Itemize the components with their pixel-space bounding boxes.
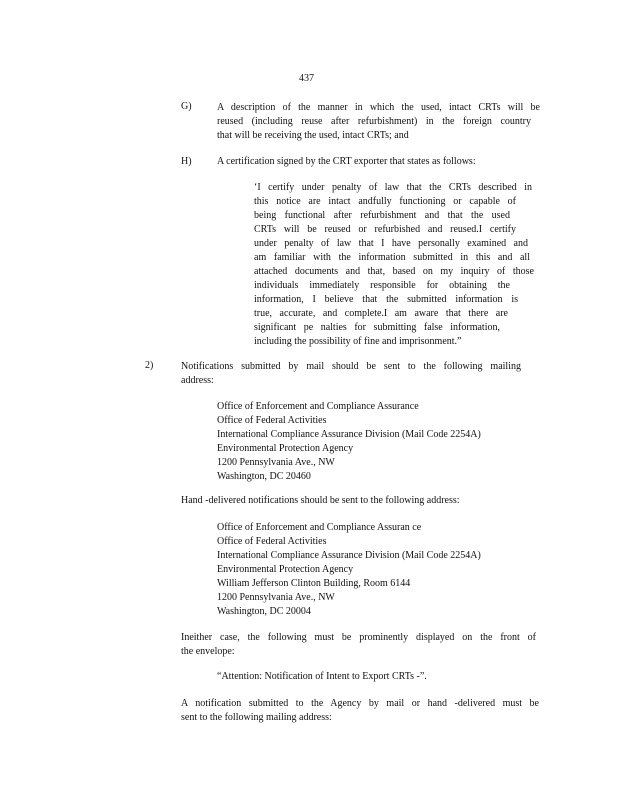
either-case-line: the envelope:: [181, 646, 235, 657]
item-h-label: H): [181, 156, 192, 167]
address-line: Washington, DC 20460: [217, 471, 311, 482]
quote-line: significant pe nalties for submitting false information,: [254, 322, 500, 333]
quote-line: individuals immediately responsible for obtaining the: [254, 280, 510, 291]
agency-notification-line: sent to the following mailing address:: [181, 712, 332, 723]
address-line: 1200 Pennsylvania Ave., NW: [217, 457, 335, 468]
item-2-label: 2): [145, 360, 154, 371]
quote-line: including the possibility of fine and imprisonment.”: [254, 336, 462, 347]
item-2-line: address:: [181, 375, 214, 386]
either-case-text: [181, 631, 536, 659]
quote-line: attached documents and that, based on my inquiry of those: [254, 266, 534, 277]
attention-line: “Attention: Notification of Intent to Export CRTs -”.: [217, 671, 427, 682]
certification-quote: [254, 181, 532, 349]
item-g-line: reused (including reuse after refurbishment) in the foreign country: [217, 116, 531, 127]
mailing-address: [217, 400, 481, 484]
quote-line: information, I believe that the submitted information is: [254, 294, 518, 305]
quote-line: being functional after refurbishment and that the used: [254, 210, 510, 221]
item-2-line: Notifications submitted by mail should be sent to the following mailing: [181, 361, 521, 372]
item-2-text: [181, 360, 521, 388]
item-h-intro: A certification signed by the CRT exporter that states as follows:: [217, 156, 476, 167]
quote-line: this notice are intact andfully functioning or capable of: [254, 196, 516, 207]
agency-notification-text: [181, 697, 539, 725]
address-line: 1200 Pennsylvania Ave., NW: [217, 592, 335, 603]
page-number: 437: [299, 73, 314, 84]
quote-line: under penalty of law that I have personally examined and: [254, 238, 528, 249]
item-g-line: that will be receiving the used, intact CRTs; and: [217, 130, 409, 141]
hand-delivery-address: [217, 521, 481, 619]
address-line: Environmental Protection Agency: [217, 443, 354, 454]
quote-line: am familiar with the information submitted in this and all: [254, 252, 530, 263]
quote-line: true, accurate, and complete.I am aware that there are: [254, 308, 508, 319]
hand-delivered-intro: Hand -delivered notifications should be sent to the following address:: [181, 495, 460, 506]
item-g-text: [217, 101, 540, 143]
address-line: Washington, DC 20004: [217, 606, 311, 617]
address-line: Office of Federal Activities: [217, 415, 327, 426]
item-g-line: A description of the manner in which the used, intact CRTs will be: [217, 102, 540, 113]
address-line: Office of Enforcement and Compliance Assuran ce: [217, 522, 422, 533]
address-line: Office of Enforcement and Compliance Assurance: [217, 401, 419, 412]
quote-line: CRTs will be reused or refurbished and reused.I certify: [254, 224, 516, 235]
quote-line: ‘I certify under penalty of law that the CRTs described in: [254, 182, 532, 193]
address-line: William Jefferson Clinton Building, Room 6144: [217, 578, 411, 589]
address-line: Office of Federal Activities: [217, 536, 327, 547]
address-line: Environmental Protection Agency: [217, 564, 354, 575]
either-case-line: Ineither case, the following must be prominently displayed on the front of: [181, 632, 536, 643]
address-line: International Compliance Assurance Division (Mail Code 2254A): [217, 429, 481, 440]
agency-notification-line: A notification submitted to the Agency by mail or hand -delivered must be: [181, 698, 539, 709]
item-g-label: G): [181, 101, 192, 112]
address-line: International Compliance Assurance Division (Mail Code 2254A): [217, 550, 481, 561]
